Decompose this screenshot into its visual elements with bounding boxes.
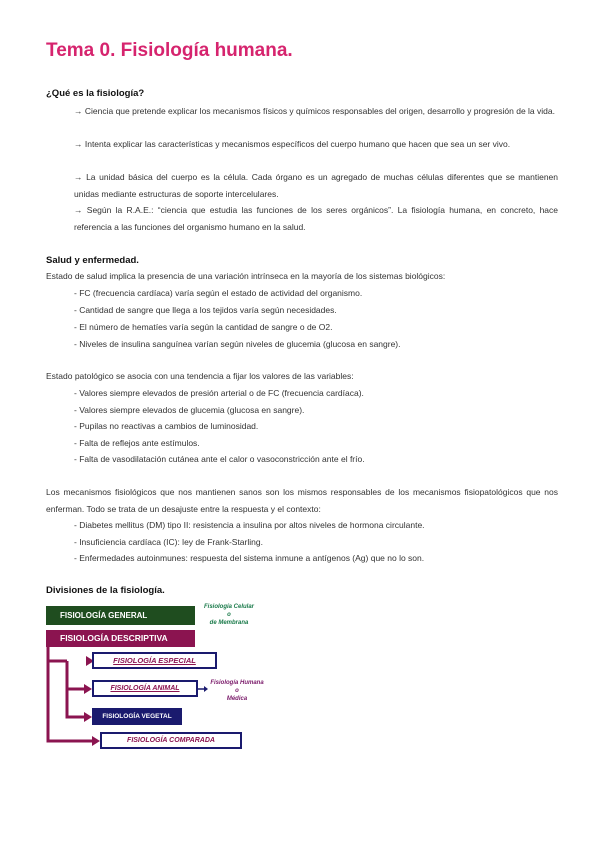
patologico-item: - Valores siempre elevados de glucemia (glucosa en sangre). xyxy=(74,405,305,415)
note-fisiologia-humana: Fisiología Humana o Médica xyxy=(210,680,264,702)
patologico-item: - Falta de vasodilatación cutánea ante el calor o vasoconstricción ante el frío. xyxy=(74,454,365,464)
note-fisiologia-celular: Fisiología Celular o de Membrana xyxy=(203,604,254,626)
box-fisiologia-comparada: FISIOLOGÍA COMPARADA xyxy=(100,732,242,749)
mecanismos-intro: Los mecanismos fisiológicos que nos mantienen sanos son los mismos responsables de los mecanismos fisiopatológicos que nos enferman. Todo se trata de un desajuste entre la respuesta y el contexto: xyxy=(46,487,558,514)
def-item: → Intenta explicar las características y mecanismos específicos del cuerpo humano que hacen que sea un ser vivo. xyxy=(74,139,511,149)
mecanismos-item: - Diabetes mellitus (DM) tipo II: resistencia a insulina por altos niveles de hormona circulante. xyxy=(74,520,425,530)
patologico-intro: Estado patológico se asocia con una tendencia a fijar los valores de las variables: xyxy=(46,371,354,381)
patologico-item: - Falta de reflejos ante estímulos. xyxy=(74,438,200,448)
salud-intro: Estado de salud implica la presencia de una variación intrínseca en la mayoría de los sistemas biológicos: xyxy=(46,271,446,281)
def-item: → La unidad básica del cuerpo es la célula. Cada órgano es un agregado de muchas células diferentes que se mantienen unidas mediante estructuras de soporte intercelulares. xyxy=(74,172,558,199)
salud-item: - Niveles de insulina sanguínea varían según niveles de glucemia (glucosa en sangre). xyxy=(74,339,401,349)
mecanismos-item: - Insuficiencia cardíaca (IC): ley de Frank-Starling. xyxy=(74,537,263,547)
box-fisiologia-especial: FISIOLOGÍA ESPECIAL xyxy=(92,652,217,669)
box-fisiologia-descriptiva: FISIOLOGÍA DESCRIPTIVA xyxy=(46,630,195,647)
def-item: → Según la R.A.E.: “ciencia que estudia las funciones de los seres orgánicos”. La fisiología humana, en concreto, hace referencia a las funciones del organismo humano en la salud. xyxy=(74,205,558,232)
salud-item: - Cantidad de sangre que llega a los tejidos varía según necesidades. xyxy=(74,305,337,315)
box-fisiologia-vegetal: FISIOLOGÍA VEGETAL xyxy=(92,708,182,725)
salud-item: - FC (frecuencia cardíaca) varía según el estado de actividad del organismo. xyxy=(74,288,363,298)
salud-item: - El número de hematíes varía según la cantidad de sangre o de O2. xyxy=(74,322,333,332)
mecanismos-item: - Enfermedades autoinmunes: respuesta del sistema inmune a antígenos (Ag) que no lo son. xyxy=(74,553,425,563)
patologico-item: - Valores siempre elevados de presión arterial o de FC (frecuencia cardíaca). xyxy=(74,388,364,398)
section-heading-salud: Salud y enfermedad. xyxy=(46,255,139,266)
patologico-item: - Pupilas no reactivas a cambios de luminosidad. xyxy=(74,421,259,431)
def-item: → Ciencia que pretende explicar los mecanismos físicos y químicos responsables del origen, desarrollo y progresión de la vida. xyxy=(74,106,555,116)
section-heading-fisiologia: ¿Qué es la fisiología? xyxy=(46,88,145,99)
section-heading-divisiones: Divisiones de la fisiología. xyxy=(46,585,165,596)
box-fisiologia-animal: FISIOLOGÍA ANIMAL xyxy=(92,680,198,697)
page-title: Tema 0. Fisiología humana. xyxy=(46,40,293,61)
box-fisiologia-general: FISIOLOGÍA GENERAL xyxy=(46,606,195,625)
